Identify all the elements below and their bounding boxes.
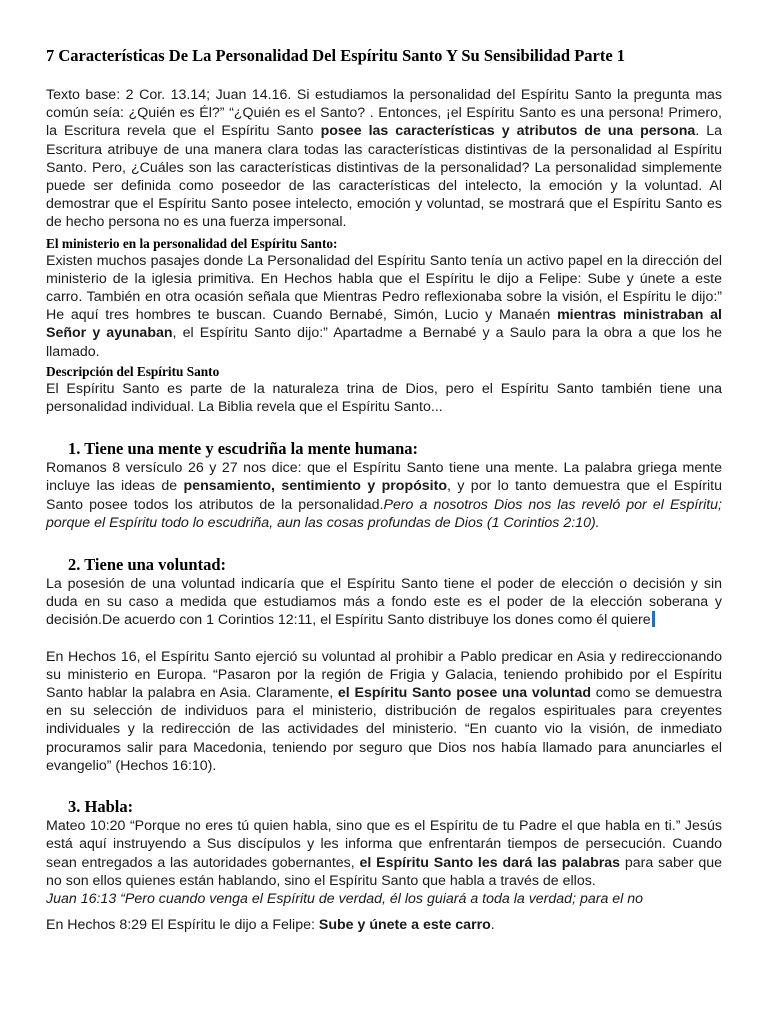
heading-section-1: 1. Tiene una mente y escudriña la mente humana: (68, 439, 419, 459)
ministerio-text-bold: mientras ministraban al Señor y ayunaban (46, 307, 722, 342)
section-3-text-italic: Juan 16:13 “Pero cuando venga el Espíritu de verdad, él los guiará a toda la verdad; para el no (46, 890, 644, 907)
section-1-text-italic: Pero a nosotros Dios nos las reveló por el Espíritu; porque el Espíritu todo lo escudriña, aun las cosas profundas de Dios (1 Corintios 2:10). (46, 496, 722, 531)
intro-text-bold: posee las características y atributos de una persona (320, 123, 696, 140)
section-3-last-text-a: En Hechos 8:29 El Espíritu le dijo a Felipe: (46, 917, 319, 934)
section-2-text-1: La posesión de una voluntad indicaría que el Espíritu Santo tiene el poder de elección o decisión y sin duda en su caso a medida que estudiamos más a fondo este es el poder de la elección soberana y decisión.De acuerdo con 1 Corintios 12:11, el Espíritu Santo distribuye los dones como él quiere (46, 576, 722, 629)
section-2-text-2a: En Hechos 16, el Espíritu Santo ejerció su voluntad al prohibir a Pablo predicar en Asia y redireccionando su ministerio en Europa. “Pasaron por la región de Frigia y Galacia, teniendo prohibido por el Espíritu Santo hablar la palabra en Asia. Claramente, (46, 648, 722, 702)
section-2-paragraph-2 (46, 648, 722, 775)
heading-section-2: 2. Tiene una voluntad: (68, 555, 227, 575)
section-3-last-paragraph (46, 916, 722, 934)
section-3-last-text-bold: Sube y únete a este carro (318, 917, 491, 934)
ministerio-paragraph (46, 252, 722, 361)
intro-text-c: . La Escritura atribuye de una manera clara todas las características distintivas de la personalidad al Espíritu Santo. Pero, ¿Cuáles son las características distintivas de la personalidad? La personalidad simplemente puede ser definida como poseedor de las características del intelecto, la emoción y la voluntad. Al demostrar que el Espíritu Santo posee intelecto, emoción y voluntad, se mostrará que el Espíritu Santo es de hecho persona no es una fuerza impersonal. (46, 123, 723, 231)
section-1-text-a: Romanos 8 versículo 26 y 27 nos dice: que el Espíritu Santo tiene una mente. La palabra griega mente incluye las ideas de (46, 460, 722, 495)
section-2-text-bold: el Espíritu Santo posee una voluntad (337, 685, 592, 702)
section-3-quote (46, 890, 722, 908)
heading-section-3: 3. Habla: (68, 797, 134, 817)
document-title: 7 Características De La Personalidad Del Espíritu Santo Y Su Sensibilidad Parte 1 (46, 46, 626, 65)
section-1-text-c: , y por lo tanto demuestra que el Espíritu Santo posee todos los atributos de la personalidad. (46, 478, 723, 513)
descripcion-paragraph: El Espíritu Santo es parte de la naturaleza trina de Dios, pero el Espíritu Santo también tiene una personalidad individual. La Biblia revela que el Espíritu Santo... (46, 380, 722, 416)
ministerio-text-c: , el Espíritu Santo dijo:” Apartadme a Bernabé y a Saulo para la obra a que los he llamado. (46, 325, 722, 360)
section-1-text-bold: pensamiento, sentimiento y propósito (183, 478, 448, 495)
section-3-paragraph (46, 817, 722, 890)
section-3-text-a: Mateo 10:20 “Porque no eres tú quien habla, sino que es el Espíritu de tu Padre el que habla en ti.” Jesús está aquí instruyendo a Sus discípulos y les informa que enfrentarán tiempos de persecución. Cuando sean entregados a las autoridades gobernantes, (46, 818, 722, 871)
section-1-paragraph (46, 459, 722, 532)
section-3-last-text-c: . (490, 917, 495, 934)
section-3-text-c: para saber que no son ellos quienes están hablando, sino el Espíritu Santo que habla a través de ellos. (46, 854, 723, 889)
intro-text-a: Texto base: 2 Cor. 13.14; Juan 14.16. Si estudiamos la personalidad del Espíritu Santo la pregunta mas común seía: ¿Quién es Él?” “¿Quién es el Santo? . Entonces, ¡el Espíritu Santo es una persona! Primero, la Escritura revela que el Espíritu Santo (46, 87, 722, 140)
ministerio-text-a: Existen muchos pasajes donde La Personalidad del Espíritu Santo tenía un activo papel en la dirección del ministerio de la iglesia primitiva. En Hechos habla que el Espíritu le dijo a Felipe: Sube y únete a este carro. También en otra ocasión señala que Mientras Pedro reflexionaba sobre la visión, el Espíritu le dijo:” He aquí tres hombres te buscan. Cuando Bernabé, Simón, Lucio y Manaén (46, 252, 722, 324)
intro-paragraph (46, 86, 722, 232)
heading-ministerio: El ministerio en la personalidad del Espíritu Santo: (46, 235, 338, 251)
section-3-text-bold: el Espíritu Santo les dará las palabras (359, 854, 621, 871)
heading-descripcion: Descripción del Espíritu Santo (46, 363, 220, 379)
section-2-paragraph-1 (46, 575, 722, 630)
text-cursor (652, 611, 655, 627)
section-2-text-2c: como se demuestra en su selección de individuos para el ministerio, distribución de regalos espirituales para creyentes individuales y la redirección de las actividades del ministerio. “En cuanto vio la visión, de inmediato procuramos salir para Macedonia, teniendo por seguro que Dios nos había llamado para anunciarles el evangelio” (Hechos 16:10). (46, 685, 722, 774)
